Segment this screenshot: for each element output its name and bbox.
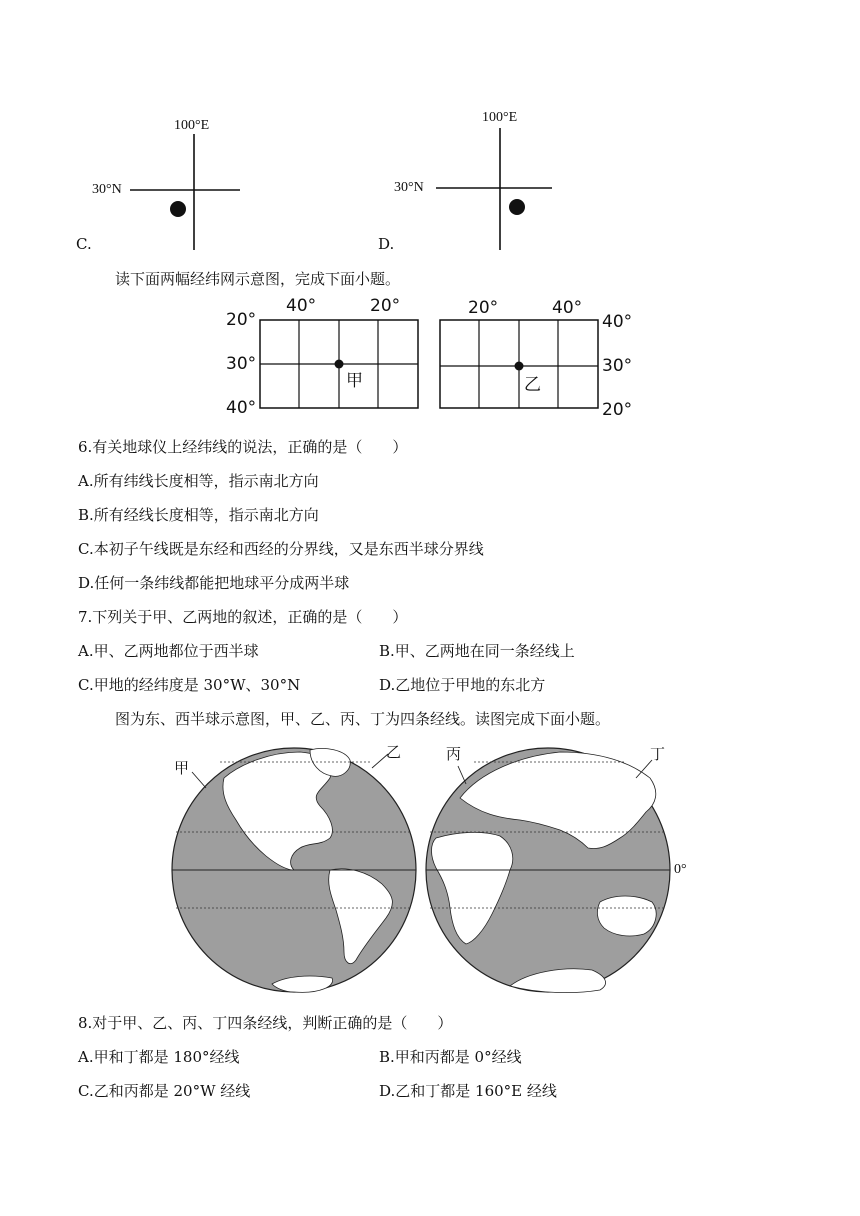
option-d-label: D.	[378, 235, 395, 253]
figure-c	[70, 110, 270, 260]
q6-option-d: D.任何一条纬线都能把地球平分成两半球	[78, 574, 350, 592]
q7-option-d: D.乙地位于甲地的东北方	[379, 676, 546, 694]
meridian-bing-label: 丙	[446, 745, 462, 763]
q7-option-a: A.甲、乙两地都位于西半球	[78, 642, 259, 660]
grid-left-left-c: 40°	[226, 398, 257, 418]
q8-stem: 8.对于甲、乙、丙、丁四条经线，判断正确的是（ ）	[78, 1014, 453, 1032]
pointer-bing	[458, 766, 466, 784]
figure-d	[372, 104, 572, 260]
q7-stem: 7.下列关于甲、乙两地的叙述，正确的是（ ）	[78, 608, 408, 626]
q7-option-c: C.甲地的经纬度是 30°W、30°N	[78, 676, 301, 694]
grid-right-top-b: 40°	[552, 298, 583, 318]
eastern-hemisphere	[426, 748, 670, 993]
point-yi-label: 乙	[524, 375, 541, 395]
q6-option-c: C.本初子午线既是东经和西经的分界线，又是东西半球分界线	[78, 540, 484, 558]
meridian-jia-label: 甲	[174, 759, 190, 777]
option-c-label: C.	[76, 235, 92, 253]
point-jia-dot	[335, 360, 344, 369]
intro-1: 读下面两幅经纬网示意图，完成下面小题。	[115, 270, 401, 288]
grid-left-top-a: 40°	[286, 296, 317, 316]
q8-option-c: C.乙和丙都是 20°W 经线	[78, 1082, 251, 1100]
meridian-yi-label: 乙	[386, 743, 402, 761]
location-dot	[170, 201, 186, 217]
grid-right-right-c: 20°	[602, 400, 633, 420]
meridian-ding-label: 丁	[650, 745, 666, 763]
q7-option-b: B.甲、乙两地在同一条经线上	[379, 642, 575, 660]
point-yi-dot	[515, 362, 524, 371]
grid-left-top-b: 20°	[370, 296, 401, 316]
lat-label: 30°N	[394, 180, 424, 195]
location-dot	[509, 199, 525, 215]
lon-label: 100°E	[482, 110, 518, 125]
grid-left-left-a: 20°	[226, 310, 257, 330]
grid-right	[438, 296, 638, 422]
lon-label: 100°E	[174, 118, 210, 133]
equator-label: 0°	[674, 862, 687, 877]
q6-option-a: A.所有纬线长度相等，指示南北方向	[78, 472, 319, 490]
grid-right-top-a: 20°	[468, 298, 499, 318]
q8-option-a: A.甲和丁都是 180°经线	[78, 1048, 240, 1066]
western-hemisphere	[172, 748, 416, 992]
grid-left-left-b: 30°	[226, 354, 257, 374]
hemispheres-figure	[160, 738, 700, 1000]
q8-option-b: B.甲和丙都是 0°经线	[379, 1048, 522, 1066]
intro-2: 图为东、西半球示意图，甲、乙、丙、丁为四条经线。读图完成下面小题。	[115, 710, 611, 728]
lat-label: 30°N	[92, 182, 122, 197]
q6-option-b: B.所有经线长度相等，指示南北方向	[78, 506, 319, 524]
grid-right-right-b: 30°	[602, 356, 633, 376]
pointer-jia	[192, 772, 206, 788]
grid-right-right-a: 40°	[602, 312, 633, 332]
q6-stem: 6.有关地球仪上经纬线的说法，正确的是（ ）	[78, 438, 408, 456]
grid-left	[222, 296, 422, 418]
hemispheres-map	[160, 738, 700, 1000]
point-jia-label: 甲	[346, 371, 363, 391]
q8-option-d: D.乙和丁都是 160°E 经线	[379, 1082, 557, 1100]
